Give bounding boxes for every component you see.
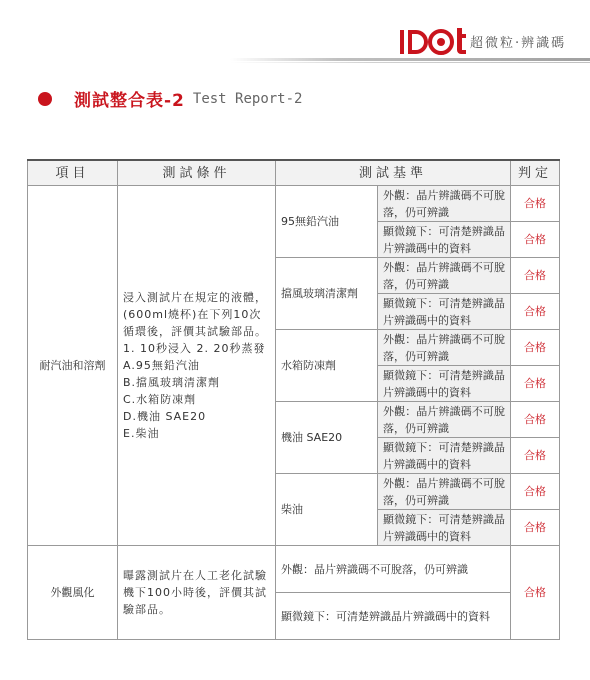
standard-cell: 外觀：晶片辨識碼不可脫落，仍可辨識 [378, 258, 511, 294]
result-cell: 合格 [511, 474, 560, 510]
table-row [28, 186, 560, 222]
title-english: Test Report-2 [192, 90, 303, 107]
result-cell: 合格 [511, 510, 560, 546]
standard-cell: 顯微鏡下：可清楚辨識晶片辨識碼中的資料 [378, 294, 511, 330]
condition-cell [118, 186, 276, 546]
medium-cell: 95無鉛汽油 [276, 186, 378, 258]
standard-cell: 外觀：晶片辨識碼不可脫落，仍可辨識 [378, 474, 511, 510]
header-result: 判定 [511, 160, 560, 186]
bullet-dot-icon [38, 92, 52, 106]
standard-cell: 顯微鏡下：可清楚辨識晶片辨識碼中的資料 [276, 593, 511, 640]
header-divider-thin [230, 62, 590, 63]
condition-line: E.柴油 [123, 427, 160, 440]
table-row [28, 546, 560, 593]
result-cell: 合格 [511, 402, 560, 438]
item-cell: 外觀風化 [28, 546, 118, 640]
condition-line: B.擋風玻璃清潔劑 [123, 376, 221, 389]
page-title [38, 86, 302, 111]
standard-cell: 外觀：晶片辨識碼不可脫落，仍可辨識 [276, 546, 511, 593]
header-standard: 測試基準 [276, 160, 511, 186]
result-cell: 合格 [511, 546, 560, 640]
standard-cell: 外觀：晶片辨識碼不可脫落，仍可辨識 [378, 330, 511, 366]
result-cell: 合格 [511, 258, 560, 294]
medium-cell: 機油 SAE20 [276, 402, 378, 474]
header-divider [230, 58, 590, 61]
result-cell: 合格 [511, 222, 560, 258]
medium-cell: 擋風玻璃清潔劑 [276, 258, 378, 330]
medium-cell: 水箱防凍劑 [276, 330, 378, 402]
test-report-table [27, 159, 560, 640]
condition-line: A.95無鉛汽油 [123, 359, 200, 372]
condition-line: D.機油 SAE20 [123, 410, 207, 423]
result-cell: 合格 [511, 438, 560, 474]
standard-cell: 顯微鏡下：可清楚辨識晶片辨識碼中的資料 [378, 366, 511, 402]
standard-cell: 外觀：晶片辨識碼不可脫落，仍可辨識 [378, 186, 511, 222]
condition-cell: 曝露測試片在人工老化試驗機下100小時後，評價其試驗部品。 [118, 546, 276, 640]
medium-cell: 柴油 [276, 474, 378, 546]
condition-line: 浸入測試片在規定的液體，(600ml燒杯)在下列10次循環後，評價其試驗部品。 [123, 291, 267, 338]
item-cell: 耐汽油和溶劑 [28, 186, 118, 546]
brand-tagline: 超微粒‧辨識碼 [470, 36, 567, 51]
header-condition: 測試條件 [118, 160, 276, 186]
header-item: 項目 [28, 160, 118, 186]
result-cell: 合格 [511, 366, 560, 402]
result-cell: 合格 [511, 186, 560, 222]
title-chinese: 測試整合表-2 [74, 91, 185, 111]
standard-cell: 顯微鏡下：可清楚辨識晶片辨識碼中的資料 [378, 222, 511, 258]
condition-line: 1. 10秒浸入 2. 20秒蒸發 [123, 342, 266, 355]
condition-line: C.水箱防凍劑 [123, 393, 197, 406]
standard-cell: 顯微鏡下：可清楚辨識晶片辨識碼中的資料 [378, 438, 511, 474]
result-cell: 合格 [511, 330, 560, 366]
standard-cell: 顯微鏡下：可清楚辨識晶片辨識碼中的資料 [378, 510, 511, 546]
idot-logo [398, 26, 470, 60]
standard-cell: 外觀：晶片辨識碼不可脫落，仍可辨識 [378, 402, 511, 438]
table-header-row [28, 160, 560, 186]
result-cell: 合格 [511, 294, 560, 330]
